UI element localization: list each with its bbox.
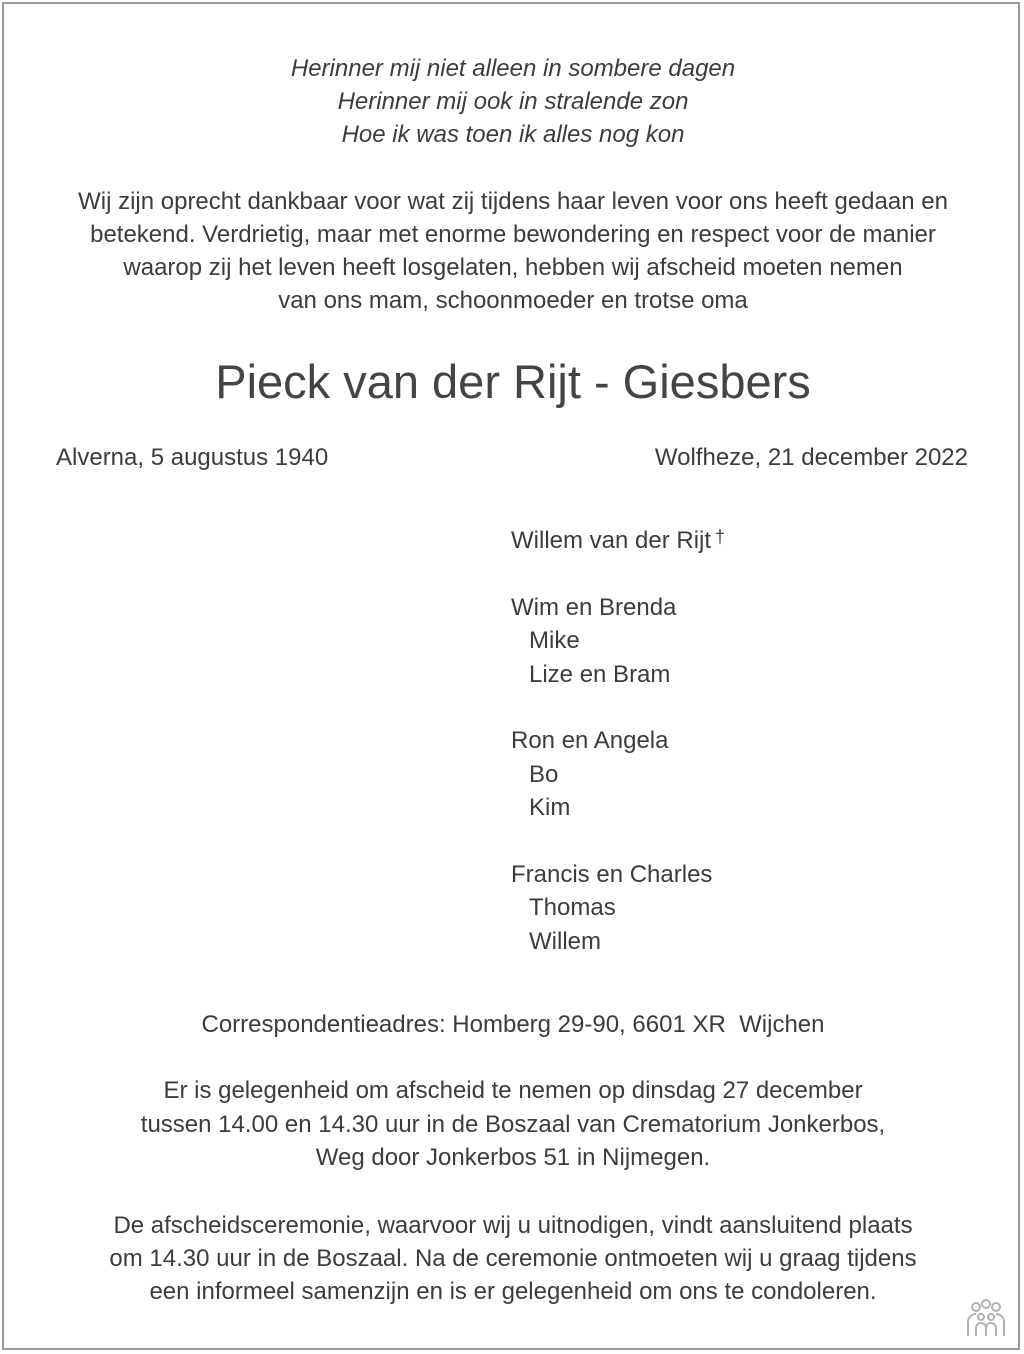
correspondence-address: Correspondentieadres: Homberg 29-90, 6601 XR Wijchen: [201, 1011, 825, 1038]
ceremony-line: om 14.30 uur in de Boszaal. Na de ceremonie ontmoeten wij u graag tijdens: [109, 1245, 917, 1272]
visitation-line: Er is gelegenheid om afscheid te nemen op dinsdag 27 december: [163, 1077, 863, 1104]
family-child: Kim: [529, 794, 571, 822]
poem-line: Hoe ik was toen ik alles nog kon: [341, 121, 685, 148]
intro-line: van ons mam, schoonmoeder en trotse oma: [278, 287, 748, 314]
ceremony-info: [4, 1209, 1022, 1308]
poem-line: Herinner mij ook in stralende zon: [337, 88, 689, 115]
family-child: Lize en Bram: [529, 660, 671, 688]
visitation-line: tussen 14.00 en 14.30 uur in de Boszaal van Crematorium Jonkerbos,: [140, 1110, 886, 1138]
intro-line: Wij zijn oprecht dankbaar voor wat zij tijdens haar leven voor ons heeft gedaan en: [78, 188, 948, 215]
poem-line: Herinner mij niet alleen in sombere dagen: [290, 55, 736, 82]
poem: [4, 52, 1022, 151]
birth-place-date: Alverna, 5 augustus 1940: [56, 444, 329, 471]
family-parents: Francis en Charles: [511, 860, 713, 888]
obituary-card: [2, 2, 1020, 1350]
visitation-info: [4, 1074, 1022, 1175]
family-parents: Ron en Angela: [511, 727, 669, 755]
family-list: [511, 524, 725, 958]
husband: [511, 524, 725, 557]
deceased-name: Pieck van der Rijt - Giesbers: [215, 355, 811, 408]
intro-text: [4, 185, 1022, 317]
husband-name: Willem van der Rijt: [511, 527, 712, 554]
visitation-line: Weg door Jonkerbos 51 in Nijmegen.: [315, 1144, 711, 1171]
family-people-icon: [962, 1298, 1010, 1338]
death-place-date: Wolfheze, 21 december 2022: [654, 444, 968, 471]
cross-icon: †: [715, 527, 726, 547]
family-child: Willem: [529, 927, 601, 955]
ceremony-line: een informeel samenzijn en is er gelegenheid om ons te condoleren.: [149, 1278, 877, 1305]
family-child: Mike: [529, 627, 580, 655]
family-child: Thomas: [529, 894, 616, 922]
intro-line: betekend. Verdrietig, maar met enorme bewondering en respect voor de manier: [90, 221, 936, 248]
ceremony-line: De afscheidsceremonie, waarvoor wij u uitnodigen, vindt aansluitend plaats: [113, 1212, 913, 1239]
intro-line: waarop zij het leven heeft losgelaten, hebben wij afscheid moeten nemen: [123, 254, 903, 281]
family-parents: Wim en Brenda: [511, 593, 677, 621]
family-child: Bo: [529, 760, 559, 788]
